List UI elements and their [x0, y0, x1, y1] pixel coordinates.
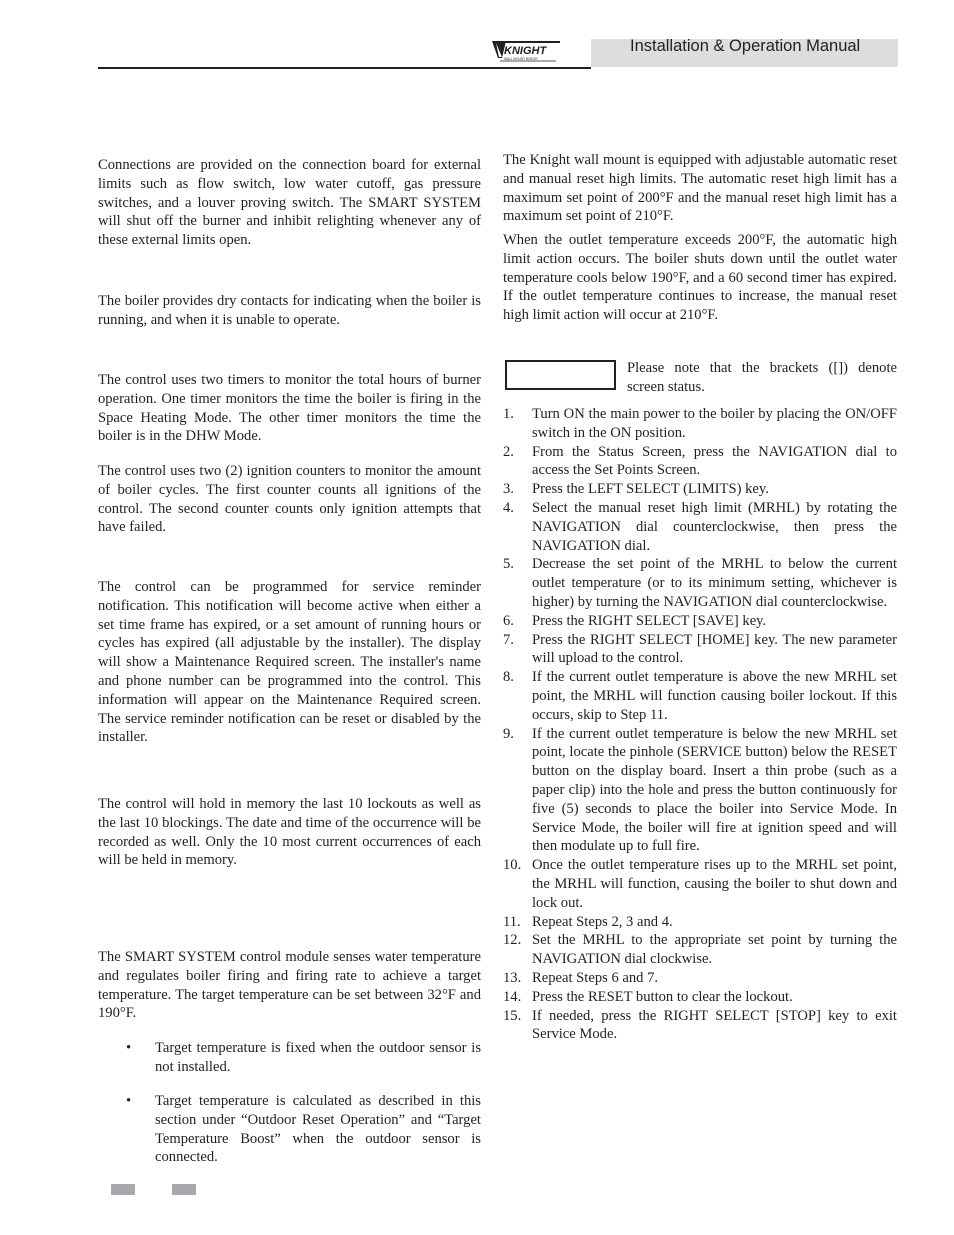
step-number: 11. [503, 913, 521, 930]
bullet-mark: • [126, 1040, 132, 1056]
step-text: If needed, press the RIGHT SELECT [STOP] key to exit Service Mode. [532, 1007, 897, 1043]
step-number: 7. [503, 631, 514, 648]
step-text: Set the MRHL to the appropriate set point by turning the NAVIGATION dial clockwise. [532, 932, 897, 968]
step-number: 4. [503, 499, 514, 516]
ignition-counters-text: The control uses two (2) ignition counters to monitor the amount of boiler cycles. The first counter counts all ignitions of the control. The second counter counts only ignition attempts that have failed. [98, 463, 481, 536]
step-number: 3. [503, 481, 514, 498]
procedure-step [503, 856, 897, 912]
step-number: 9. [503, 725, 514, 742]
page-tab-left [111, 1184, 135, 1195]
high-limit-action-paragraph [503, 231, 897, 325]
step-number: 15. [503, 1007, 522, 1024]
step-text: Select the manual reset high limit (MRHL) by rotating the NAVIGATION dial counterclockwise, then press the NAVIGATION dial. [532, 499, 897, 554]
timers-paragraph [98, 371, 481, 446]
step-number: 10. [503, 857, 522, 874]
dry-contacts-paragraph [98, 292, 481, 330]
step-number: 5. [503, 556, 514, 573]
external-limits-text: Connections are provided on the connection board for external limits such as flow switch, low water cutoff, gas pressure switches, and a louver proving switch. The SMART SYSTEM will shut off the burner and inhibit relighting whenever any of these external limits open. [98, 157, 481, 249]
knight-logo [490, 38, 570, 66]
service-reminder-paragraph [98, 578, 481, 747]
note-label-box [505, 360, 616, 390]
target-temperature-paragraph [98, 948, 481, 1023]
step-text: Decrease the set point of the MRHL to below the current outlet temperature (or to its minimum setting, whichever is higher) by turning the NAVIGATION dial counterclockwise. [532, 556, 897, 610]
high-limits-paragraph [503, 151, 897, 226]
bullet-item [126, 1039, 481, 1077]
step-number: 8. [503, 669, 514, 686]
external-limits-paragraph [98, 156, 481, 250]
step-text: Press the RIGHT SELECT [SAVE] key. [532, 612, 767, 629]
step-text: Repeat Steps 6 and 7. [532, 969, 659, 986]
procedure-step [503, 913, 897, 932]
step-number: 2. [503, 443, 514, 460]
bullet-text: Target temperature is calculated as described in this section under “Outdoor Reset Operation” and “Target Temperature Boost” when the outdoor sensor is connected. [155, 1093, 481, 1166]
procedure-step [503, 725, 897, 857]
step-text: Repeat Steps 2, 3 and 4. [532, 913, 673, 930]
procedure-steps-list [503, 405, 897, 1044]
step-text: If the current outlet temperature is above the new MRHL set point, the MRHL will function causing boiler lockout. If this occurs, skip to Step 11. [532, 669, 897, 723]
procedure-step [503, 931, 897, 969]
procedure-step [503, 988, 897, 1007]
page-tab-right [172, 1184, 196, 1195]
step-number: 12. [503, 932, 522, 949]
procedure-step [503, 555, 897, 611]
step-text: From the Status Screen, press the NAVIGATION dial to access the Set Points Screen. [532, 443, 897, 479]
bullet-text: Target temperature is fixed when the outdoor sensor is not installed. [155, 1040, 481, 1075]
error-logging-paragraph [98, 795, 481, 870]
procedure-step [503, 969, 897, 988]
step-text: Press the RIGHT SELECT [HOME] key. The new parameter will upload to the control. [532, 631, 897, 667]
logo-wordmark: KNIGHT [504, 45, 547, 57]
bullet-item [126, 1092, 481, 1167]
step-text: Once the outlet temperature rises up to the MRHL set point, the MRHL will function, causing the boiler to shut down and lock out. [532, 857, 897, 911]
header-rule [98, 67, 591, 69]
error-logging-text: The control will hold in memory the last 10 lockouts as well as the last 10 blockings. The date and time of the occurrence will be recorded as well. Only the 10 most current occurrences of each will be held in memory. [98, 796, 481, 869]
procedure-step [503, 1007, 897, 1045]
timers-text: The control uses two timers to monitor the total hours of burner operation. One timer monitors the time the boiler is firing in the Space Heating Mode. The other timer monitors the time the boiler is in the DHW Mode. [98, 372, 481, 445]
step-number: 14. [503, 988, 522, 1005]
bullet-mark: • [126, 1093, 132, 1109]
step-text: Turn ON the main power to the boiler by placing the ON/OFF switch in the ON position. [532, 406, 897, 441]
target-temperature-text: The SMART SYSTEM control module senses water temperature and regulates boiler firing and firing rate to achieve a target temperature. The target temperature can be set between 32°F and 190°F. [98, 949, 481, 1022]
step-number: 6. [503, 612, 514, 629]
procedure-step [503, 668, 897, 724]
high-limit-action-text: When the outlet temperature exceeds 200°F, the automatic high limit action occurs. The boiler shuts down until the outlet water temperature cools below 190°F, and a 60 second timer has expired. If the outlet temperature continues to increase, the manual reset high limit action will occur at 210°F. [503, 232, 897, 324]
procedure-step [503, 480, 897, 499]
logo-subtext: WALL MOUNT BOILER [504, 57, 538, 61]
procedure-step [503, 631, 897, 669]
step-text: Press the RESET button to clear the lockout. [532, 988, 793, 1005]
step-text: If the current outlet temperature is below the new MRHL set point, locate the pinhole (SERVICE button) below the RESET button on the display board. Insert a thin probe (such as a paper clip) into the hole and press the button continuously for five (5) seconds to place the boiler into Service Mode. In Service Mode, the boiler will fire at ignition speed and will then modulate up to full fire. [532, 725, 897, 855]
note-text: Please note that the brackets ([]) denote screen status. [627, 360, 897, 395]
high-limits-text: The Knight wall mount is equipped with adjustable automatic reset and manual reset high limits. The automatic reset high limit has a maximum set point of 200°F and the manual reset high limit has a maximum set point of 210°F. [503, 152, 897, 225]
manual-title: Installation & Operation Manual [630, 37, 861, 55]
step-number: 1. [503, 406, 514, 422]
step-text: Press the LEFT SELECT (LIMITS) key. [532, 481, 769, 498]
ignition-counters-paragraph [98, 462, 481, 537]
procedure-step [503, 612, 897, 631]
step-number: 13. [503, 969, 522, 986]
procedure-step [503, 443, 897, 481]
procedure-step [503, 405, 897, 443]
service-reminder-text: The control can be programmed for service reminder notification. This notification will become active when either a set time frame has expired, or a set amount of running hours or cycles has expired (all adjustable by the installer). The display will show a Maintenance Required screen. The installer's name and phone number can be programmed into the control. This information will appear on the Maintenance Required screen. The service reminder notification can be reset or disabled by the installer. [98, 579, 481, 746]
dry-contacts-text: The boiler provides dry contacts for indicating when the boiler is running, and when it is unable to operate. [98, 293, 481, 328]
procedure-step [503, 499, 897, 555]
